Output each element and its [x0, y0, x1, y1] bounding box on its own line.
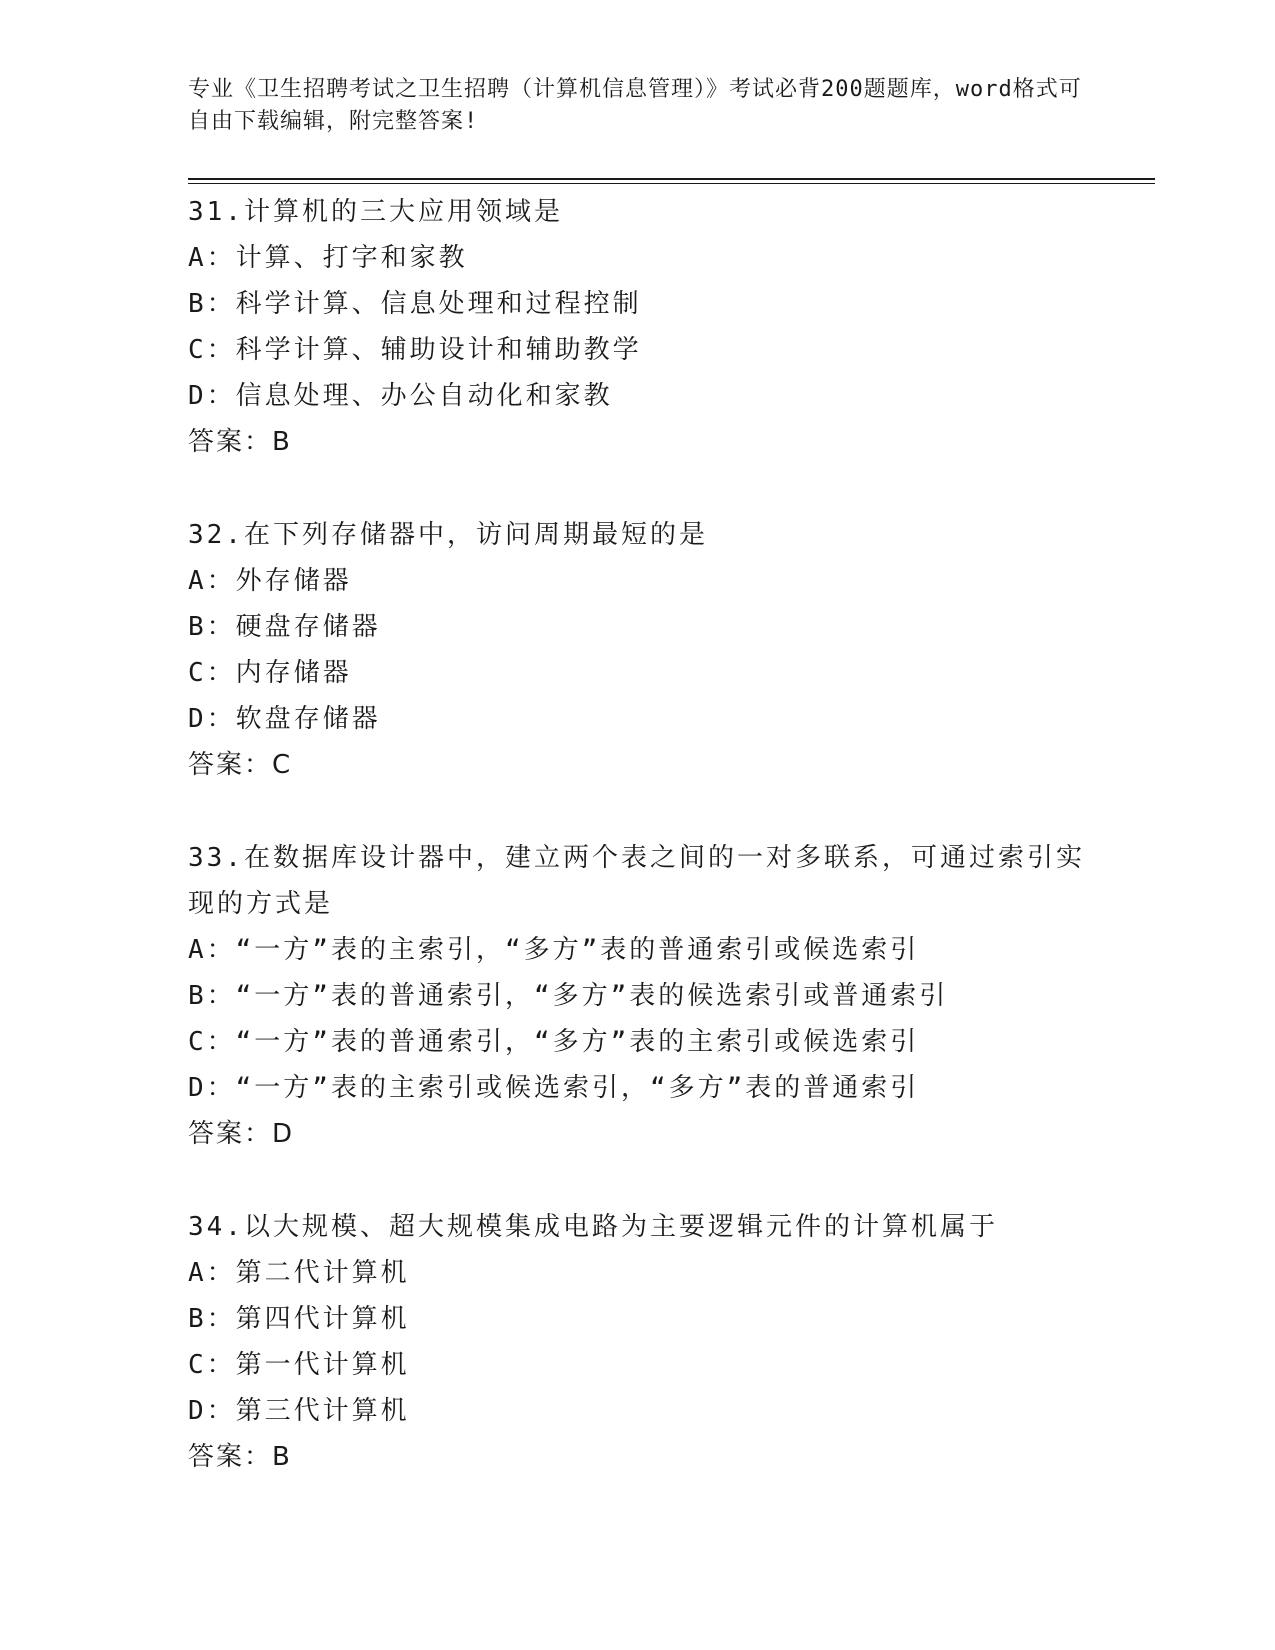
question-stem: 32.在下列存储器中，访问周期最短的是 — [188, 520, 708, 550]
question-item — [188, 1204, 1108, 1480]
question-stem: 33.在数据库设计器中，建立两个表之间的一对多联系，可通过索引实现的方式是 — [188, 843, 1085, 919]
option-b: B：第四代计算机 — [188, 1304, 410, 1334]
option-c: C：内存储器 — [188, 658, 352, 688]
option-a: A：第二代计算机 — [188, 1258, 410, 1288]
header-divider-thick — [188, 178, 1155, 180]
document-header: 专业《卫生招聘考试之卫生招聘（计算机信息管理）》考试必背200题题库，word格式可自由下载编辑，附完整答案! — [188, 77, 1082, 134]
option-b: B：硬盘存储器 — [188, 612, 381, 642]
question-item — [188, 189, 1108, 465]
option-d: D：信息处理、办公自动化和家教 — [188, 381, 613, 411]
option-a: A：外存储器 — [188, 566, 352, 596]
question-stem: 31.计算机的三大应用领域是 — [188, 197, 563, 227]
option-a: A：“一方”表的主索引，“多方”表的普通索引或候选索引 — [188, 935, 920, 965]
option-c: C：“一方”表的普通索引，“多方”表的主索引或候选索引 — [188, 1027, 920, 1057]
option-b: B：科学计算、信息处理和过程控制 — [188, 289, 642, 319]
answer-line: 答案：B — [188, 427, 292, 457]
answer-line: 答案：D — [188, 1119, 295, 1149]
question-list — [188, 189, 1108, 1527]
option-b: B：“一方”表的普通索引，“多方”表的候选索引或普通索引 — [188, 981, 949, 1011]
option-a: A：计算、打字和家教 — [188, 243, 468, 273]
option-d: D：“一方”表的主索引或候选索引，“多方”表的普通索引 — [188, 1073, 920, 1103]
option-c: C：第一代计算机 — [188, 1350, 410, 1380]
answer-line: 答案：C — [188, 750, 293, 780]
option-d: D：软盘存储器 — [188, 704, 381, 734]
answer-line: 答案：B — [188, 1442, 292, 1472]
question-stem: 34.以大规模、超大规模集成电路为主要逻辑元件的计算机属于 — [188, 1212, 998, 1242]
question-item — [188, 835, 1108, 1157]
option-d: D：第三代计算机 — [188, 1396, 410, 1426]
header-divider-thin — [188, 183, 1155, 184]
option-c: C：科学计算、辅助设计和辅助教学 — [188, 335, 642, 365]
question-item — [188, 512, 1108, 788]
